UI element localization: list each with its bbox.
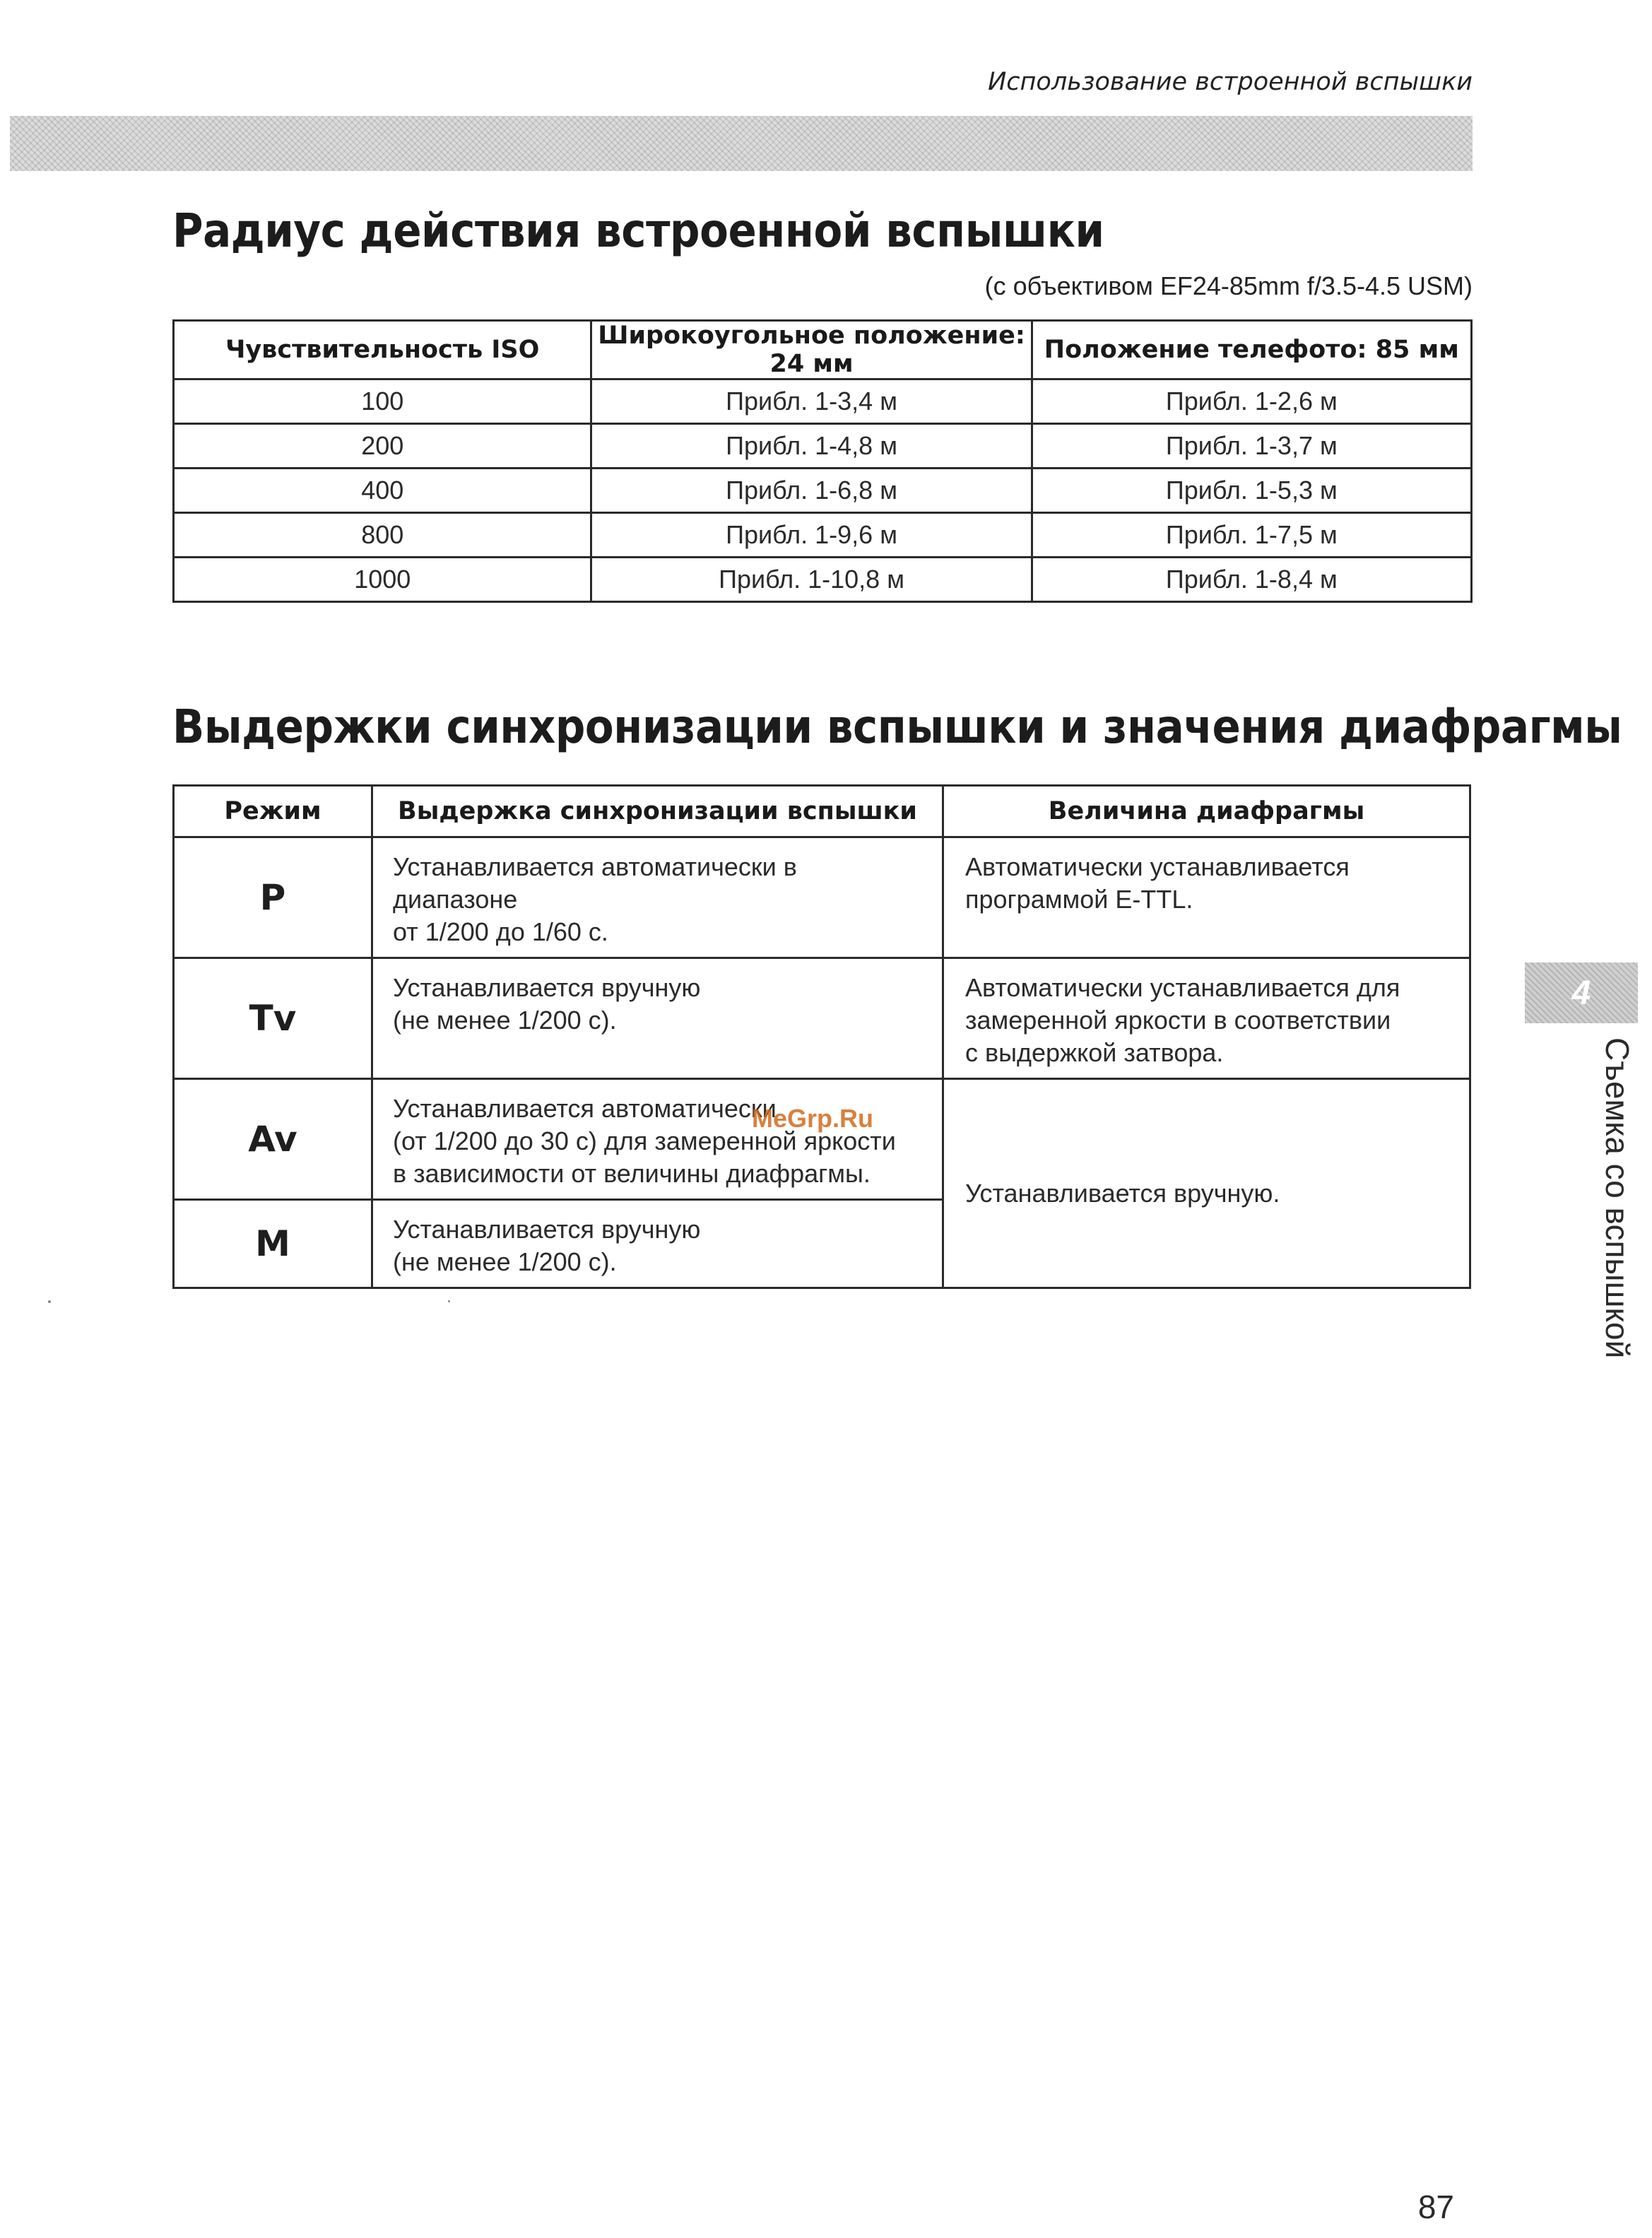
column-header: Режим xyxy=(174,786,372,837)
column-header: Положение телефото: 85 мм xyxy=(1032,321,1471,379)
tele-range-cell: Прибл. 1-8,4 м xyxy=(1032,558,1471,602)
tele-range-cell: Прибл. 1-2,6 м xyxy=(1032,379,1471,424)
sync-cell xyxy=(372,958,943,1079)
table-row xyxy=(174,1079,1470,1200)
table-row xyxy=(174,379,1472,424)
table-row xyxy=(174,837,1470,958)
iso-cell: 400 xyxy=(174,469,591,513)
tele-range-cell: Прибл. 1-3,7 м xyxy=(1032,424,1471,469)
sync-aperture-table xyxy=(172,784,1471,1289)
aperture-line: Устанавливается вручную. xyxy=(965,1178,1280,1208)
aperture-line: программой E-TTL. xyxy=(965,885,1193,914)
wide-range-cell: Прибл. 1-10,8 м xyxy=(591,558,1032,602)
mode-cell: Tv xyxy=(174,958,372,1079)
table-row xyxy=(174,513,1472,558)
section-title-sync-aperture: Выдержки синхронизации вспышки и значения диафрагмы xyxy=(172,700,1622,754)
chapter-number: 4 xyxy=(1571,974,1591,1012)
wide-range-cell: Прибл. 1-9,6 м xyxy=(591,513,1032,558)
mode-cell: Av xyxy=(174,1079,372,1200)
section-title-flash-range: Радиус действия встроенной вспышки xyxy=(172,204,1104,258)
sync-cell xyxy=(372,837,943,958)
wide-range-cell: Прибл. 1-6,8 м xyxy=(591,469,1032,513)
aperture-line: Автоматически устанавливается xyxy=(965,852,1350,881)
aperture-cell xyxy=(943,837,1470,958)
sync-cell xyxy=(372,1079,943,1200)
table-row xyxy=(174,424,1472,469)
chapter-title: Съемка со вспышкой xyxy=(1599,1037,1636,1359)
chapter-tab xyxy=(1525,962,1638,1023)
scan-speck xyxy=(448,1300,450,1302)
sync-line: (не менее 1/200 с). xyxy=(393,1247,617,1276)
aperture-cell xyxy=(943,1079,1470,1288)
column-header: Широкоугольное положение: 24 мм xyxy=(591,321,1032,379)
sync-line: в зависимости от величины диафрагмы. xyxy=(393,1159,871,1188)
table-row xyxy=(174,558,1472,602)
sync-line: от 1/200 до 1/60 с. xyxy=(393,917,608,946)
lens-note: (с объективом EF24-85mm f/3.5-4.5 USM) xyxy=(984,271,1473,300)
wide-range-cell: Прибл. 1-3,4 м xyxy=(591,379,1032,424)
aperture-cell xyxy=(943,958,1470,1079)
aperture-line: замеренной яркости в соответствии xyxy=(965,1006,1391,1035)
table-header-row xyxy=(174,321,1472,379)
iso-cell: 800 xyxy=(174,513,591,558)
iso-cell: 100 xyxy=(174,379,591,424)
mode-cell: P xyxy=(174,837,372,958)
sync-cell xyxy=(372,1200,943,1288)
scan-speck xyxy=(48,1300,51,1303)
page-number: 87 xyxy=(1417,2189,1454,2225)
table-row xyxy=(174,469,1472,513)
flash-range-table xyxy=(172,319,1473,603)
running-header: Использование встроенной вспышки xyxy=(988,68,1473,96)
watermark: MeGrp.Ru xyxy=(752,1104,874,1133)
aperture-line: с выдержкой затвора. xyxy=(965,1038,1224,1067)
iso-cell: 200 xyxy=(174,424,591,469)
column-header: Величина диафрагмы xyxy=(943,786,1470,837)
sync-line: (не менее 1/200 с). xyxy=(393,1006,617,1035)
wide-range-cell: Прибл. 1-4,8 м xyxy=(591,424,1032,469)
tele-range-cell: Прибл. 1-7,5 м xyxy=(1032,513,1471,558)
sync-line: Устанавливается автоматически в диапазоне xyxy=(393,852,797,914)
sync-line: Устанавливается автоматически xyxy=(393,1094,777,1123)
sync-line: (от 1/200 до 30 с) для замеренной яркости xyxy=(393,1126,896,1155)
column-header: Чувствительность ISO xyxy=(174,321,591,379)
sync-line: Устанавливается вручную xyxy=(393,973,701,1002)
table-row xyxy=(174,958,1470,1079)
mode-cell: M xyxy=(174,1200,372,1288)
sync-line: Устанавливается вручную xyxy=(393,1215,701,1244)
tele-range-cell: Прибл. 1-5,3 м xyxy=(1032,469,1471,513)
column-header: Выдержка синхронизации вспышки xyxy=(372,786,943,837)
header-band xyxy=(10,116,1473,171)
table-header-row xyxy=(174,786,1470,837)
aperture-line: Автоматически устанавливается для xyxy=(965,973,1400,1002)
iso-cell: 1000 xyxy=(174,558,591,602)
